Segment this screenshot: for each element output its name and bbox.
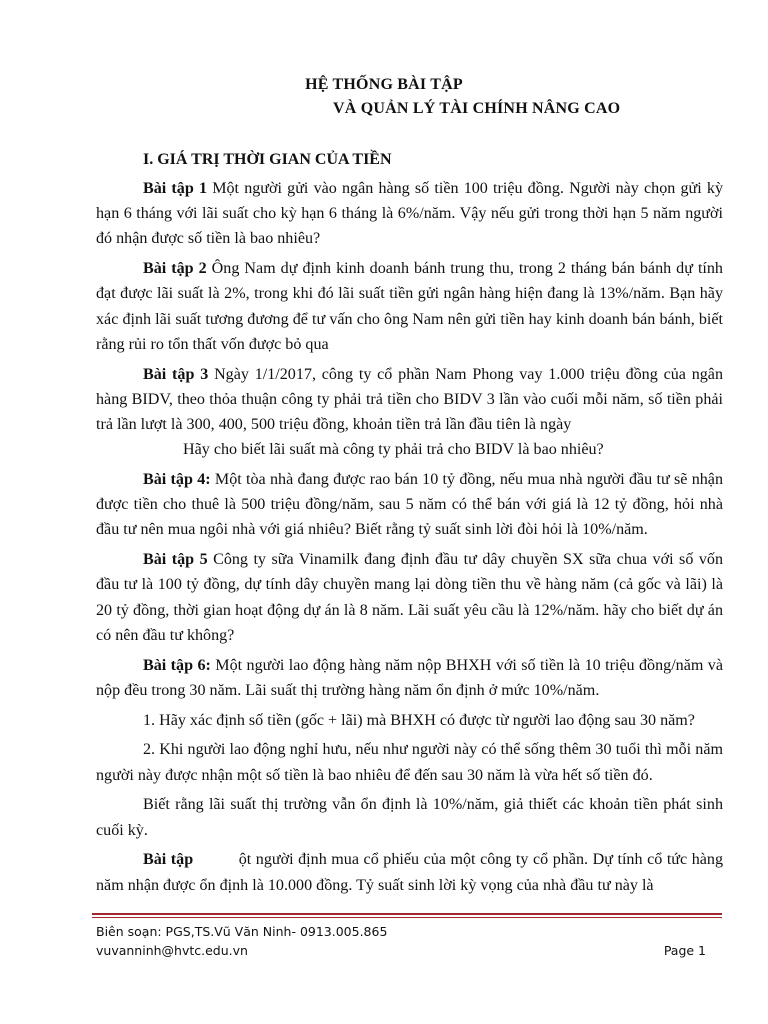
exercise-6-item-1: 1. Hãy xác định số tiền (gốc + lãi) mà BHXH có được từ người lao động sau 30 năm? xyxy=(143,711,695,729)
exercise-4 xyxy=(96,467,723,543)
exercise-2 xyxy=(96,256,723,357)
exercise-7 xyxy=(96,847,728,897)
exercise-label: Bài tập 1 xyxy=(143,180,208,197)
exercise-label: Bài tập 5 xyxy=(143,551,208,569)
exercise-label: Bài tập 3 xyxy=(143,365,209,383)
page-number: Page 1 xyxy=(663,943,706,958)
exercise-text: Ngày 1/1/2017, công ty cổ phần Nam Phong vay 1.000 triệu đồng của ngân hàng BIDV, theo thỏa thuận công ty phải trả tiền cho BIDV 3 lần vào cuối mỗi năm, số tiền phải trả lần lượt là 300, 400, 500 triệu đồng, khoản tiền trả lần đầu tiên là ngày xyxy=(96,365,723,434)
exercise-text: Một người gửi vào ngân hàng số tiền 100 triệu đồng. Người này chọn gửi kỳ hạn 6 tháng với lãi suất cho kỳ hạn 6 tháng là 6%/năm. Vậy nếu gửi trong thời hạn 5 năm người đó nhận được số tiền là bao nhiêu? xyxy=(96,180,723,248)
exercise-5 xyxy=(96,547,723,648)
exercise-1 xyxy=(96,176,723,252)
exercise-6 xyxy=(96,653,723,703)
footer-email: vuvanninh@hvtc.edu.vn xyxy=(96,943,248,958)
exercise-text: ột người định mua cổ phiếu của một công ty cổ phần. Dự tính cổ tức hàng năm nhận được ổn định là 10.000 đồng. Tỷ suất sinh lời kỳ vọng của nhà đầu tư này là xyxy=(96,851,728,894)
document-title-line-1: HỆ THỐNG BÀI TẬP xyxy=(305,76,463,93)
exercise-label: Bài tập 2 xyxy=(143,260,207,278)
page-footer xyxy=(96,922,706,960)
footer-rule xyxy=(92,913,722,915)
document-body xyxy=(96,176,728,902)
exercise-label: Bài tập 6: xyxy=(143,656,211,674)
exercise-label: Bài tập xyxy=(143,851,194,869)
exercise-3 xyxy=(96,362,723,438)
exercise-text: Một tòa nhà đang được rao bán 10 tỷ đồng, nếu mua nhà người đầu tư sẽ nhận được tiền cho thuê là 500 triệu đồng/năm, sau 5 năm có thể bán với giá là 12 tỷ đồng, hỏi nhà đầu tư nên mua ngôi nhà với giá nhiêu? Biết rằng tỷ suất sinh lời đòi hỏi là 10%/năm. xyxy=(96,471,723,539)
document-title-line-2: VÀ QUẢN LÝ TÀI CHÍNH NÂNG CAO xyxy=(333,100,621,117)
exercise-text: Một người lao động hàng năm nộp BHXH với số tiền là 10 triệu đồng/năm và nộp đều trong 30 năm. Lãi suất thị trường hàng năm ổn định ở mức 10%/năm. xyxy=(96,656,723,699)
exercise-text: Công ty sữa Vinamilk đang định đầu tư dây chuyền SX sữa chua với số vốn đầu tư là 100 tỷ đồng, dự tính dây chuyền mang lại dòng tiền thu về hàng năm (cả gốc và lãi) là 20 tỷ đồng, thời gian hoạt động dự án là 8 năm. Lãi suất yêu cầu là 12%/năm. hãy cho biết dự án có nên đầu tư không? xyxy=(96,551,723,644)
section-heading: I. GIÁ TRỊ THỜI GIAN CỦA TIỀN xyxy=(143,151,392,168)
exercise-3-question: Hãy cho biết lãi suất mà công ty phải trả cho BIDV là bao nhiêu? xyxy=(183,441,604,459)
footer-rule-thin xyxy=(92,917,722,918)
exercise-text: Ông Nam dự định kinh doanh bánh trung thu, trong 2 tháng bán bánh dự tính đạt được lãi suất là 2%, trong khi đó lãi suất tiền gửi ngân hàng hiện đang là 13%/năm. Bạn hãy xác định lãi suất tương đương để tư vấn cho ông Nam nên gửi tiền hay kinh doanh bán bánh, biết rằng rủi ro tổn thất vốn được bỏ qua xyxy=(96,260,723,353)
exercise-label: Bài tập 4: xyxy=(143,471,211,489)
exercise-6-note: Biết rằng lãi suất thị trường vẫn ổn định là 10%/năm, giả thiết các khoản tiền phát sinh cuối kỳ. xyxy=(96,796,723,839)
exercise-6-item-2: 2. Khi người lao động nghỉ hưu, nếu như người này có thể sống thêm 30 tuổi thì mỗi năm người này được nhận một số tiền là bao nhiêu để đến sau 30 năm là vừa hết số tiền đó. xyxy=(96,741,723,784)
footer-author: Biên soạn: PGS,TS.Vũ Văn Ninh- 0913.005.865 xyxy=(96,924,388,939)
